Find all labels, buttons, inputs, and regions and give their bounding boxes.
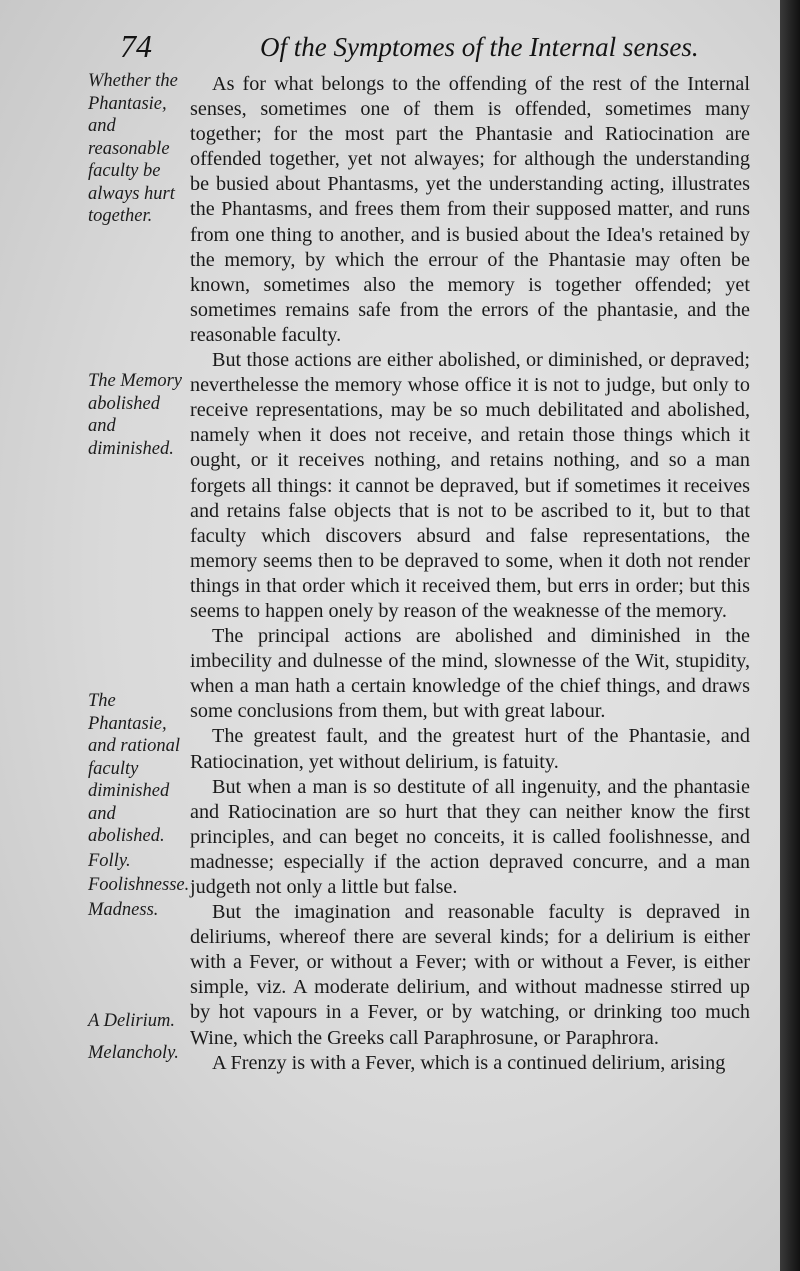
paragraph: The greatest fault, and the greatest hurt of the Phantasie, and Ratiocination, yet without delirium, is fatuity. bbox=[190, 725, 750, 773]
margin-note: Madness. bbox=[88, 899, 159, 920]
margin-column-delirium bbox=[88, 1010, 192, 1066]
margin-note: Melancholy. bbox=[88, 1042, 179, 1063]
margin-note: Whether the Phantasie, and reasonable faculty be always hurt together. bbox=[88, 71, 178, 226]
margin-column-phantasie bbox=[88, 690, 192, 923]
margin-note: A Delirium. bbox=[88, 1011, 176, 1031]
paragraph: As for what belongs to the offending of the rest of the Internal senses, sometimes one of them is offended, sometimes many together; for the most part the Phantasie and Ratiocination are offended together, yet not alwayes; for although the understanding be busied about Phantasms, yet the understanding acting, illustrates the Phantasms, and frees them from their supposed matter, and runs from one thing to another, and is busied about the Idea's retained by the memory, by which the errour of the Phantasie may often be known, sometimes also the memory is together offended; yet sometimes remains safe from the errors of the phantasie, and the reasonable faculty. bbox=[190, 73, 750, 346]
margin-note: The Phantasie, and rational faculty diminished and abolished. bbox=[88, 691, 180, 846]
margin-note: The Memory abolished and diminished. bbox=[88, 371, 183, 459]
margin-column-top bbox=[88, 70, 192, 230]
running-head: Of the Symptomes of the Internal senses. bbox=[260, 32, 699, 62]
margin-column-memory bbox=[88, 370, 192, 462]
paragraph: But the imagination and reasonable faculty is depraved in deliriums, whereof there are several kinds; for a delirium is either with a Fever, or without a Fever; with or without a Fever, is either simple, viz. A moderate delirium, and without madnesse stirred up by hot vapours in a Fever, or by watching, or drinking too much Wine, which the Greeks call Paraphrosune, or Paraphrora. bbox=[190, 901, 750, 1049]
paragraph: But those actions are either abolished, or diminished, or depraved; neverthelesse the memory whose office it is not to judge, but only to receive representations, may be so much debilitated and abolished, namely when it does not receive, and retain those things which it ought, or it receives nothing, and retains nothing, and so a man forgets all things: it cannot be depraved, but if sometimes it receives and retains false objects that is not to be ascribed to it, but to that faculty which discovers absurd and false representations, the memory seems then to be depraved to some, when it doth not render things in that order which it received them, but errs in order; but this seems to happen onely by reason of the weaknesse of the memory. bbox=[190, 349, 750, 622]
paragraph: But when a man is so destitute of all ingenuity, and the phantasie and Ratiocination are so hurt that they can neither know the first principles, and can beget no conceits, it is called foolishnesse, and madnesse; especially if the action depraved concurre, and a man judgeth not only a little but false. bbox=[190, 775, 750, 898]
margin-note: Folly. bbox=[88, 850, 131, 871]
page-header bbox=[120, 28, 750, 68]
margin-note: Foolishnesse. bbox=[88, 875, 190, 895]
paragraph: A Frenzy is with a Fever, which is a continued delirium, arising bbox=[212, 1051, 726, 1074]
page-number: 74 bbox=[120, 28, 152, 64]
body-text bbox=[190, 72, 750, 1076]
page-edge bbox=[780, 0, 800, 1271]
paragraph: The principal actions are abolished and diminished in the imbecility and dulnesse of the mind, slownesse of the Wit, stupidity, when a man hath a certain knowledge of the chief things, and draws some conclusions from them, but with great labour. bbox=[190, 625, 750, 723]
